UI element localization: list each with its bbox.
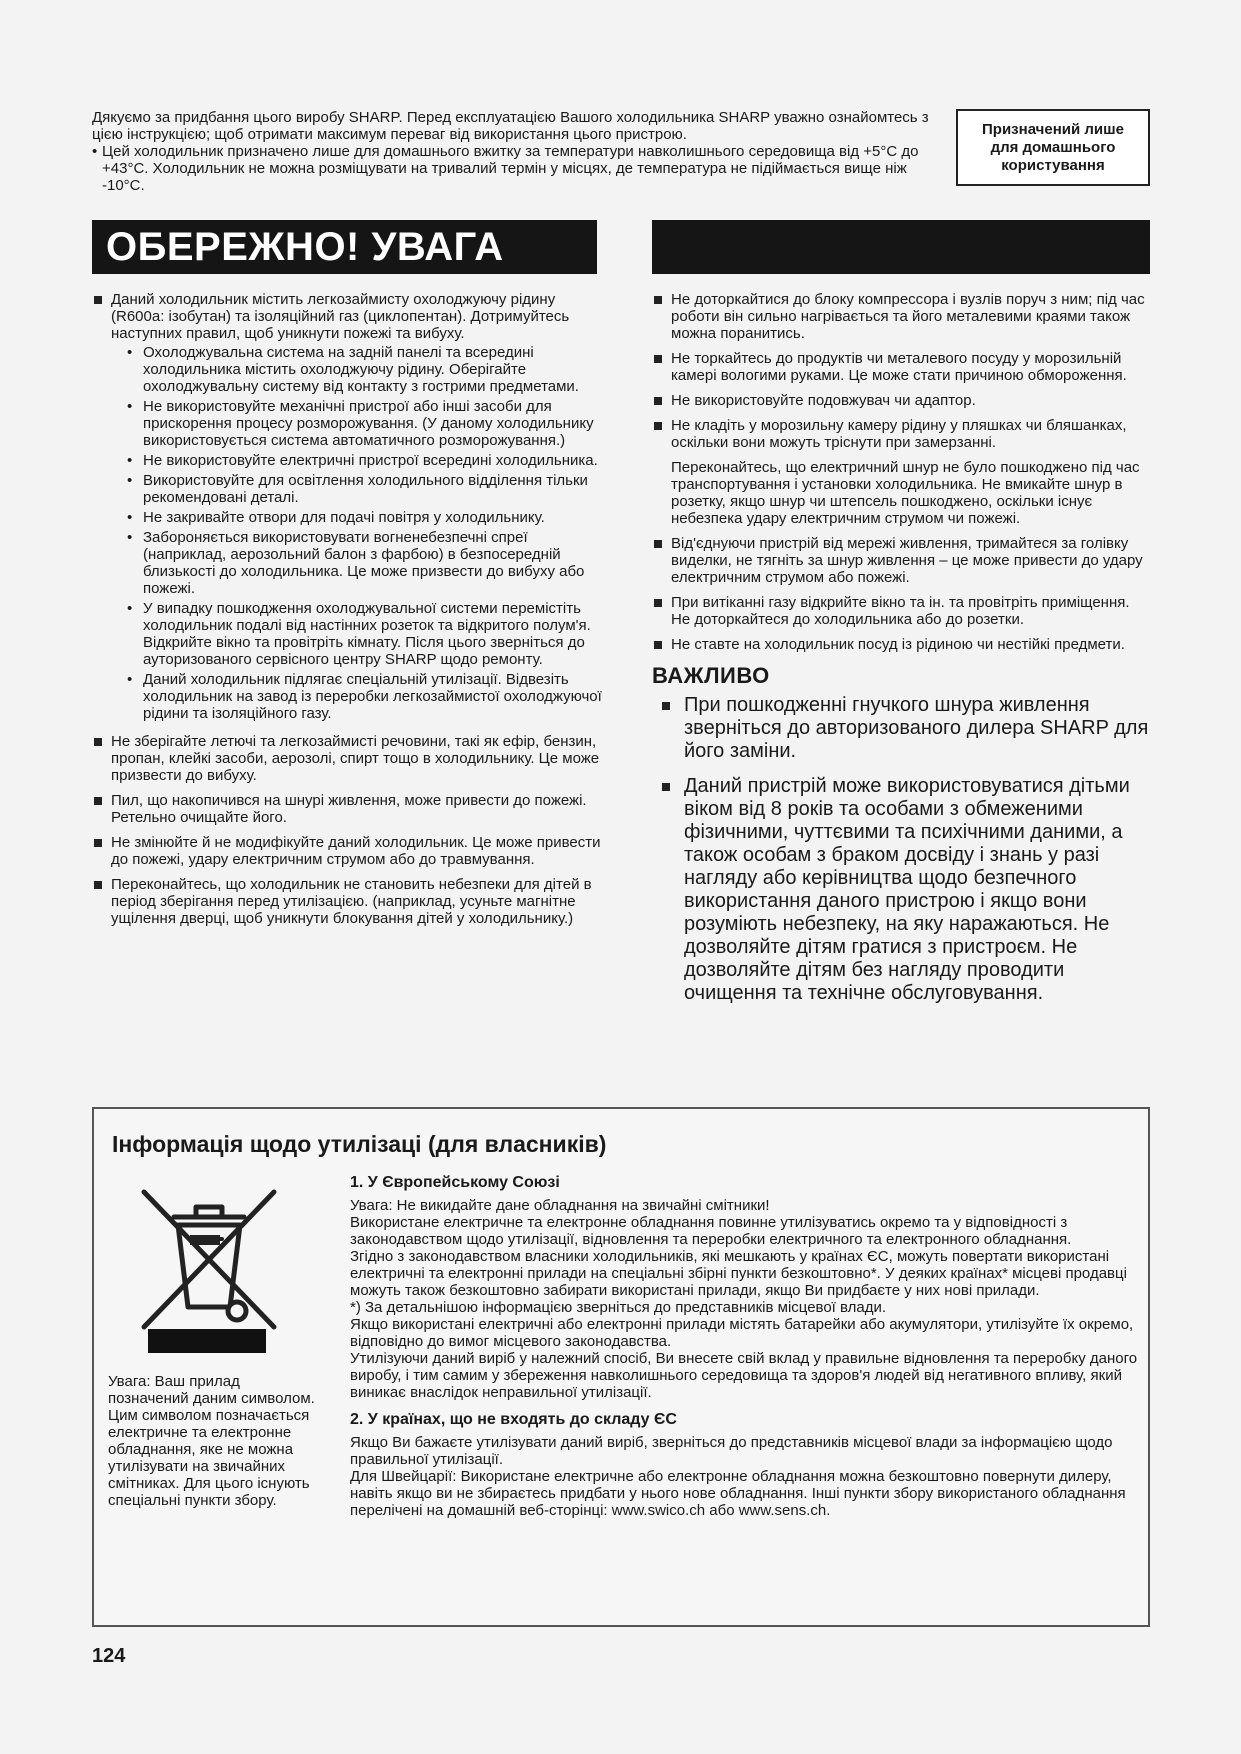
disposal-text — [350, 1174, 1140, 1519]
square-bullet-icon — [654, 422, 662, 430]
square-bullet-icon — [94, 881, 102, 889]
paragraph: Згідно з законодавством власники холодильників, які мешкають у країнах ЄС, можуть повертати використані електричні та електронні прилади на спеціальні збірні пункти безкоштовно*. У деяких країнах* місцеві продавці можуть також безкоштовно забирати використані прилади, якщо Ви придбаєте у них нові прилади. — [350, 1248, 1127, 1299]
important-list — [652, 694, 1152, 1005]
sub-text: Використовуйте для освітлення холодильного відділення тільки рекомендовані деталі. — [143, 472, 588, 506]
list-item — [652, 417, 1152, 451]
bullet-text: Не кладіть у морозильну камеру рідину у пляшках чи бляшанках, оскільки вони можуть тріснути при замерзанні. — [671, 417, 1127, 451]
square-bullet-icon — [654, 397, 662, 405]
bullet-dot: • — [92, 143, 98, 160]
intro-line: Дякуємо за придбання цього виробу SHARP. Перед експлуатацією Вашого холодильника SHARP уважно ознайомтесь з цією інструкцією; щоб отримати максимум переваг від використання цього пристрою. — [92, 109, 929, 143]
square-bullet-icon — [94, 738, 102, 746]
page-number: 124 — [92, 1645, 126, 1667]
square-bullet-icon — [94, 296, 102, 304]
bullet-text: Не доторкайтися до блоку компрессора і вузлів поруч з ним; під час роботи він сильно нагрівається та його металевими краями також можна поранитись. — [671, 291, 1145, 342]
important-text: При пошкодженні гнучкого шнура живлення зверніться до авторизованого дилера SHARP для його заміни. — [684, 694, 1149, 762]
sub-text: Даний холодильник підлягає спеціальній утилізації. Відвезіть холодильник на завод із переробки легкозаймистої охолоджуючої рідини та ізоляційного газу. — [143, 671, 602, 722]
sub-text: Охолоджувальна система на задній панелі та всередині холодильника містить охолоджуючу рідину. Оберігайте охолоджувальну систему від контакту з гострими предметами. — [143, 344, 579, 395]
sub-text: У випадку пошкодження охолоджувальної системи перемістіть холодильник подалі від настінних розеток та відкритого полум'я. Відкрийте вікно та провітріть кімнату. Після цього зверніться до ауторизованого сервісного центру SHARP щодо ремонту. — [143, 600, 591, 668]
paragraph: Якщо використані електричні або електронні прилади містять батарейки або акумулятори, утилізуйте їх окремо, відповідно до вимог місцевого законодавства. — [350, 1316, 1134, 1350]
sub-item: • Не закривайте отвори для подачі повітря у холодильнику. — [127, 509, 604, 526]
square-bullet-icon — [654, 599, 662, 607]
paragraph: Якщо Ви бажаєте утилізувати даний виріб, зверніться до представників місцевої влади за інформацією щодо правильної утилізації. — [350, 1434, 1113, 1468]
intro-text — [92, 109, 942, 194]
blank-banner — [652, 220, 1150, 274]
intro-bullet — [92, 143, 942, 194]
square-bullet-icon — [662, 783, 670, 791]
list-item — [652, 535, 1152, 586]
list-item — [92, 733, 604, 784]
list-item — [652, 636, 1152, 653]
list-item — [92, 876, 604, 927]
bullet-text: Пил, що накопичився на шнурі живлення, може привести до пожежі. Ретельно очищайте його. — [111, 792, 587, 826]
caution-banner: ОБЕРЕЖНО! УВАГА — [92, 220, 597, 274]
sub-item: • Даний холодильник підлягає спеціальній утилізації. Відвезіть холодильник на завод із переробки легкозаймистої охолоджуючої рідини та ізоляційного газу. — [127, 671, 604, 722]
list-item — [92, 834, 604, 868]
list-item — [652, 694, 1152, 763]
paragraph: *) За детальнішою інформацією зверніться до представників місцевої влади. — [350, 1299, 887, 1316]
bullet-text: Не торкайтесь до продуктів чи металевого посуду у морозильній камері вологими руками. Це може стати причиною обмороження. — [671, 350, 1127, 384]
bullet-text: Не зберігайте летючі та легкозаймисті речовини, такі як ефір, бензин, пропан, клейкі засоби, аерозолі, спирт тощо в холодильнику. Це може призвести до вибуху. — [111, 733, 600, 784]
bullet-text: Не змінюйте й не модифікуйте даний холодильник. Це може привести до пожежі, удару електричним струмом або до травмування. — [111, 834, 601, 868]
square-bullet-icon — [654, 296, 662, 304]
list-item — [652, 775, 1152, 1005]
bullet-text: Переконайтесь, що холодильник не становить небезпеки для дітей в період зберігання перед утилізацією. (наприклад, усуньте магнітне ущілення дверці, щоб уникнути блокування дітей у холодильнику.) — [111, 876, 592, 927]
square-bullet-icon — [654, 641, 662, 649]
square-bullet-icon — [94, 839, 102, 847]
sub-list — [111, 344, 604, 722]
sub-item: • У випадку пошкодження охолоджувальної системи перемістіть холодильник подалі від настінних розеток та відкритого полум'я. Відкрийте вікно та провітріть кімнату. Після цього зверніться до ауторизованого сервісного центру SHARP щодо ремонту. — [127, 600, 604, 668]
square-bullet-icon — [654, 540, 662, 548]
sub-text: Не використовуйте механічні пристрої або інші засоби для прискорення процесу розморожування. (У даному холодильнику використовується система автоматичного розморожування.) — [143, 398, 594, 449]
bullet-text: Не ставте на холодильник посуд із рідиною чи нестійкі предмети. — [671, 636, 1125, 653]
non-eu-heading: 2. У країнах, що не входять до складу ЄС — [350, 1411, 677, 1428]
bullet-text: Від'єднуючи пристрій від мережі живлення, тримайтеся за голівку виделки, не тягніть за шнур живлення – це може привести до удару електричним струмом або пожежі. — [671, 535, 1143, 586]
sub-text: Не закривайте отвори для подачі повітря у холодильнику. — [143, 509, 545, 526]
sub-text: Не використовуйте електричні пристрої всередині холодильника. — [143, 452, 598, 469]
bullet-text: Переконайтесь, що електричний шнур не було пошкоджено під час транспортування і установки холодильника. Не вмикайте шнур в розетку, якщо шнур чи штепсель пошкоджено, оскільки існує небезпека удару електричним струмом чи пожежі. — [671, 459, 1140, 527]
list-item — [92, 291, 604, 725]
disposal-title: Інформація щодо утилізаці (для власників) — [112, 1131, 607, 1157]
sub-item: • Забороняється використовувати вогненебезпечні спреї (наприклад, аерозольний балон з фарбою) в безпосередній близькості до холодильника. Це може призвести до вибуху або пожежі. — [127, 529, 604, 597]
sub-item: • Охолоджувальна система на задній панелі та всередині холодильника містить охолоджуючу рідину. Оберігайте охолоджувальну систему від контакту з гострими предметами. — [127, 344, 604, 395]
bullet-text: При витіканні газу відкрийте вікно та ін. та провітріть приміщення. Не доторкайтеся до холодильника або до розетки. — [671, 594, 1130, 628]
home-use-box: Призначений лише для домашнього користування — [956, 109, 1150, 186]
intro-bullet-text: Цей холодильник призначено лише для домашнього вжитку за температури навколишнього середовища від +5°C до +43°C. Холодильник не можна розміщувати на тривалий термін у місцях, де температура не підіймається вище ніж -10°C. — [102, 143, 919, 194]
list-item — [652, 594, 1152, 628]
sub-item: • Використовуйте для освітлення холодильного відділення тільки рекомендовані деталі. — [127, 472, 604, 506]
paragraph: Для Швейцарії: Використане електричне або електронне обладнання можна безкоштовно повернути дилеру, навіть якщо ви не збираєтесь придбати у нього нове обладнання. Інші пункти збору використаного обладнання перелічені на домашній веб-сторінці: www.swico.ch або www.sens.ch. — [350, 1468, 1126, 1519]
sub-text: Забороняється використовувати вогненебезпечні спреї (наприклад, аерозольний балон з фарбою) в безпосередній близькості до холодильника. Це може призвести до вибуху або пожежі. — [143, 529, 585, 597]
list-item — [652, 350, 1152, 384]
crossed-out-bin-icon — [134, 1177, 284, 1357]
list-item — [92, 792, 604, 826]
paragraph: Увага: Не викидайте дане обладнання на звичайні смітники! — [350, 1197, 770, 1214]
important-text: Даний пристрій може використовуватися дітьми віком від 8 років та особами з обмеженими фізичними, чуттєвими та психічними даними, а також особам з браком досвіду і знань у разі нагляду або керівництва щодо безпечного використання даного пристрою і якщо вони розуміють небезпеку, на яку наражаються. Не дозволяйте дітям гратися з пристроєм. Не дозволяйте дітям без нагляду проводити очищення та технічне обслуговування. — [684, 775, 1130, 1004]
list-item — [652, 291, 1152, 342]
right-column — [652, 291, 1152, 1017]
disposal-info-box — [92, 1107, 1150, 1627]
bullet-text: Не використовуйте подовжувач чи адаптор. — [671, 392, 976, 409]
square-bullet-icon — [654, 355, 662, 363]
sub-item: • Не використовуйте механічні пристрої або інші засоби для прискорення процесу розморожування. (У даному холодильнику використовується система автоматичного розморожування.) — [127, 398, 604, 449]
list-item — [652, 392, 1152, 409]
paragraph: Використане електричне та електронне обладнання повинне утилізуватись окремо та у відповідності з законодавством щодо утилізації, відновлення та переробки електричного та електронного обладнання. — [350, 1214, 1072, 1248]
sub-item: • Не використовуйте електричні пристрої всередині холодильника. — [127, 452, 604, 469]
square-bullet-icon — [662, 702, 670, 710]
paragraph: Утилізуючи даний виріб у належний спосіб, Ви внесете свій вклад у правильне відновлення та переробку даного виробу, і тим самим у збереження навколишнього середовища та здоров'я людей від негативного впливу, який виникає внаслідок неправильної утилізації. — [350, 1350, 1138, 1401]
left-column — [92, 291, 604, 935]
square-bullet-icon — [94, 797, 102, 805]
weee-note: Увага: Ваш прилад позначений даним символом. Цим символом позначається електричне та електронне обладнання, яке не можна утилізувати на звичайних смітниках. Для цього існують спеціальні пункти збору. — [108, 1373, 315, 1509]
bullet-text: Даний холодильник містить легкозаймисту охолоджуючу рідину (R600a: ізобутан) та ізоляційний газ (циклопентан). Дотримуйтесь наступних правил, щоб уникнути пожежі та вибуху. — [111, 291, 570, 342]
eu-heading: 1. У Європейському Союзі — [350, 1174, 560, 1191]
important-heading: ВАЖЛИВО — [652, 663, 770, 688]
